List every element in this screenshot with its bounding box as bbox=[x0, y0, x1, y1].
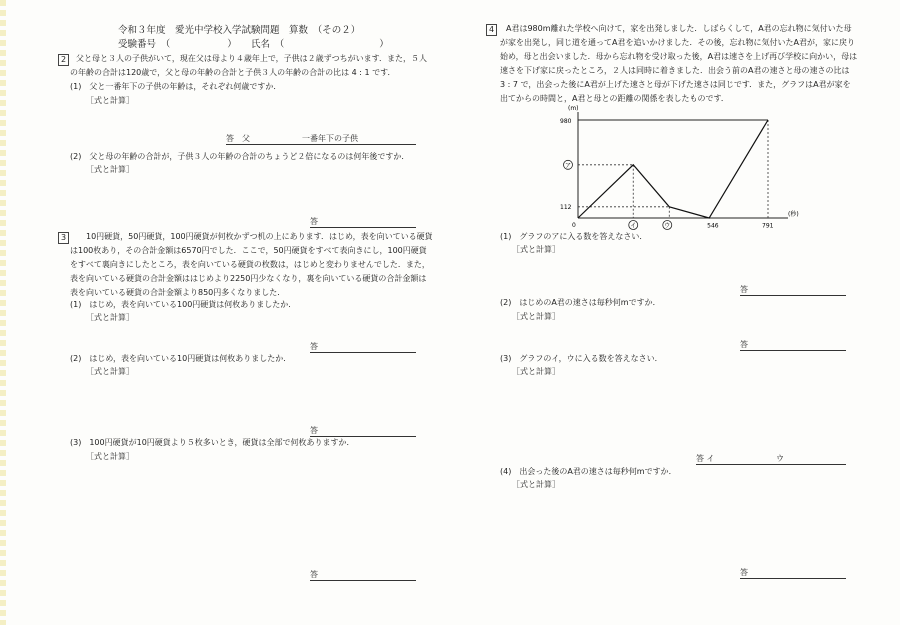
q4-answer-3-u-label: ウ bbox=[776, 454, 784, 463]
q2-sub-2: (2) 父と母の年齢の合計が，子供３人の年齢の合計のちょうど２倍になるのは何年後ですか． bbox=[70, 152, 410, 161]
q2-line-2: の年齢の合計は120歳で，父と母の年齢の合計と子供３人の年齢の合計の比は 4 : 1 です． bbox=[70, 68, 396, 77]
origin-label: 0 bbox=[572, 222, 576, 229]
q4-work-4: ［式と計算］ bbox=[512, 480, 560, 489]
distance-series-line bbox=[578, 120, 768, 218]
q4-work-3: ［式と計算］ bbox=[512, 367, 560, 376]
q4-work-2: ［式と計算］ bbox=[512, 312, 560, 321]
q3-work-3: ［式と計算］ bbox=[86, 452, 134, 461]
q4-line-5: 3 : 7 で，出会った後にA君が上げた速さと母が下げた速さは同じです．また，グラフはA君が家を bbox=[500, 80, 851, 89]
exam-title: 令和３年度 愛光中学校入学試験問題 算数 （その２） bbox=[118, 25, 361, 36]
y-tick-112: 112 bbox=[560, 203, 572, 211]
distance-time-graph bbox=[540, 104, 800, 234]
q4-line-2: が家を出発し，同じ道を通ってA君を追いかけました．その後，忘れ物に気付いたA君が，家に戻り bbox=[500, 38, 855, 47]
q4-answer-3-i-label: 答 イ bbox=[696, 454, 715, 463]
q3-sub-1: (1) はじめ，表を向いている100円硬貨は何枚ありましたか． bbox=[70, 300, 297, 309]
question-4-number: 4 bbox=[486, 24, 497, 36]
q3-sub-3: (3) 100円硬貨が10円硬貨より５枚多いとき，硬貨は全部で何枚ありますか． bbox=[70, 438, 355, 447]
q4-line-3: 始め，母と出会いました．母から忘れ物を受け取った後，A君は速さを上げ再び学校に向かい，母は bbox=[500, 52, 858, 61]
exam-number-line: 受験番号 （ ） 氏名 （ ） bbox=[118, 39, 389, 50]
q3-line-3: をすべて裏向きにしたところ，表を向いている硬貨の枚数は，はじめと変わりませんでした．また， bbox=[70, 260, 430, 269]
q3-sub-2: (2) はじめ，表を向いている10円硬貨は何枚ありましたか． bbox=[70, 354, 292, 363]
q4-answer-3-line[interactable] bbox=[696, 452, 846, 465]
q4-line-6: 出てからの時間と，A君と母との距離の関係を表したものです． bbox=[500, 94, 729, 103]
q2-sub-1: (1) 父と一番年下の子供の年齢は，それぞれ何歳ですか． bbox=[70, 82, 282, 91]
q4-sub-4: (4) 出会った後のA君の速さは毎秒何mですか． bbox=[500, 467, 677, 476]
q2-answer-2-label: 答 bbox=[310, 217, 318, 226]
paper-edge bbox=[0, 0, 6, 625]
q3-answer-3-label: 答 bbox=[310, 570, 318, 579]
q3-work-1: ［式と計算］ bbox=[86, 313, 134, 322]
question-3-number: 3 bbox=[58, 232, 69, 244]
y-tick-980: 980 bbox=[560, 118, 572, 125]
q3-work-2: ［式と計算］ bbox=[86, 367, 134, 376]
q2-answer-1-label: 答 父 bbox=[226, 134, 250, 143]
q4-line-1: A君は980m離れた学校へ向けて，家を出発しました．しばらくして，A君の忘れ物に気付いた母 bbox=[506, 24, 852, 33]
q2-work-2: ［式と計算］ bbox=[86, 165, 134, 174]
q4-sub-2: (2) はじめのA君の速さは毎秒何mですか． bbox=[500, 298, 661, 307]
q4-work-1: ［式と計算］ bbox=[512, 245, 560, 254]
q3-answer-1-line[interactable] bbox=[310, 340, 416, 353]
x-tick-546: 546 bbox=[707, 222, 719, 230]
q4-answer-1-line[interactable] bbox=[740, 283, 846, 296]
q2-answer-1-line[interactable] bbox=[226, 132, 416, 145]
x-tick-i: イ bbox=[630, 222, 637, 230]
q2-answer-1-child-label: 一番年下の子供 bbox=[302, 134, 358, 143]
q4-answer-2-line[interactable] bbox=[740, 338, 846, 351]
q4-sub-3: (3) グラフのイ，ウに入る数を答えなさい． bbox=[500, 354, 663, 363]
q4-sub-1: (1) グラフのアに入る数を答えなさい． bbox=[500, 232, 648, 241]
q4-answer-4-line[interactable] bbox=[740, 566, 846, 579]
q3-line-1: 10円硬貨，50円硬貨，100円硬貨が何枚かずつ机の上にあります．はじめ，表を向いている硬貨 bbox=[86, 232, 433, 241]
x-tick-u: ウ bbox=[664, 222, 671, 230]
q3-answer-1-label: 答 bbox=[310, 342, 318, 351]
q4-answer-1-label: 答 bbox=[740, 285, 748, 294]
x-unit-label: (秒) bbox=[788, 211, 799, 218]
q3-answer-2-label: 答 bbox=[310, 426, 318, 435]
q4-answer-2-label: 答 bbox=[740, 340, 748, 349]
q2-answer-2-line[interactable] bbox=[310, 215, 416, 228]
q3-answer-3-line[interactable] bbox=[310, 568, 416, 581]
question-2-number: 2 bbox=[58, 54, 69, 66]
q2-work-1: ［式と計算］ bbox=[86, 96, 134, 105]
y-tick-a: ア bbox=[565, 162, 572, 170]
y-unit-label: (m) bbox=[568, 105, 579, 112]
q3-line-5: 表を向いている硬貨の合計金額より850円多くなりました． bbox=[70, 288, 286, 297]
q2-line-1: 父と母と３人の子供がいて，現在父は母より４歳年上で，子供は２歳ずつちがいます．また，５人 bbox=[76, 54, 428, 63]
x-tick-791: 791 bbox=[762, 222, 774, 230]
q4-line-4: 速さを下げ家に戻ったところ，２人は同時に着きました．出会う前のA君の速さと母の速さの比は bbox=[500, 66, 850, 75]
q3-line-4: 表を向いている硬貨の合計金額ははじめより2250円少なくなり，裏を向いている硬貨の合計金額は bbox=[70, 274, 427, 283]
q3-line-2: は100枚あり，その合計金額は6570円でした．ここで，50円硬貨をすべて表向きにし，100円硬貨 bbox=[70, 246, 427, 255]
q4-answer-4-label: 答 bbox=[740, 568, 748, 577]
